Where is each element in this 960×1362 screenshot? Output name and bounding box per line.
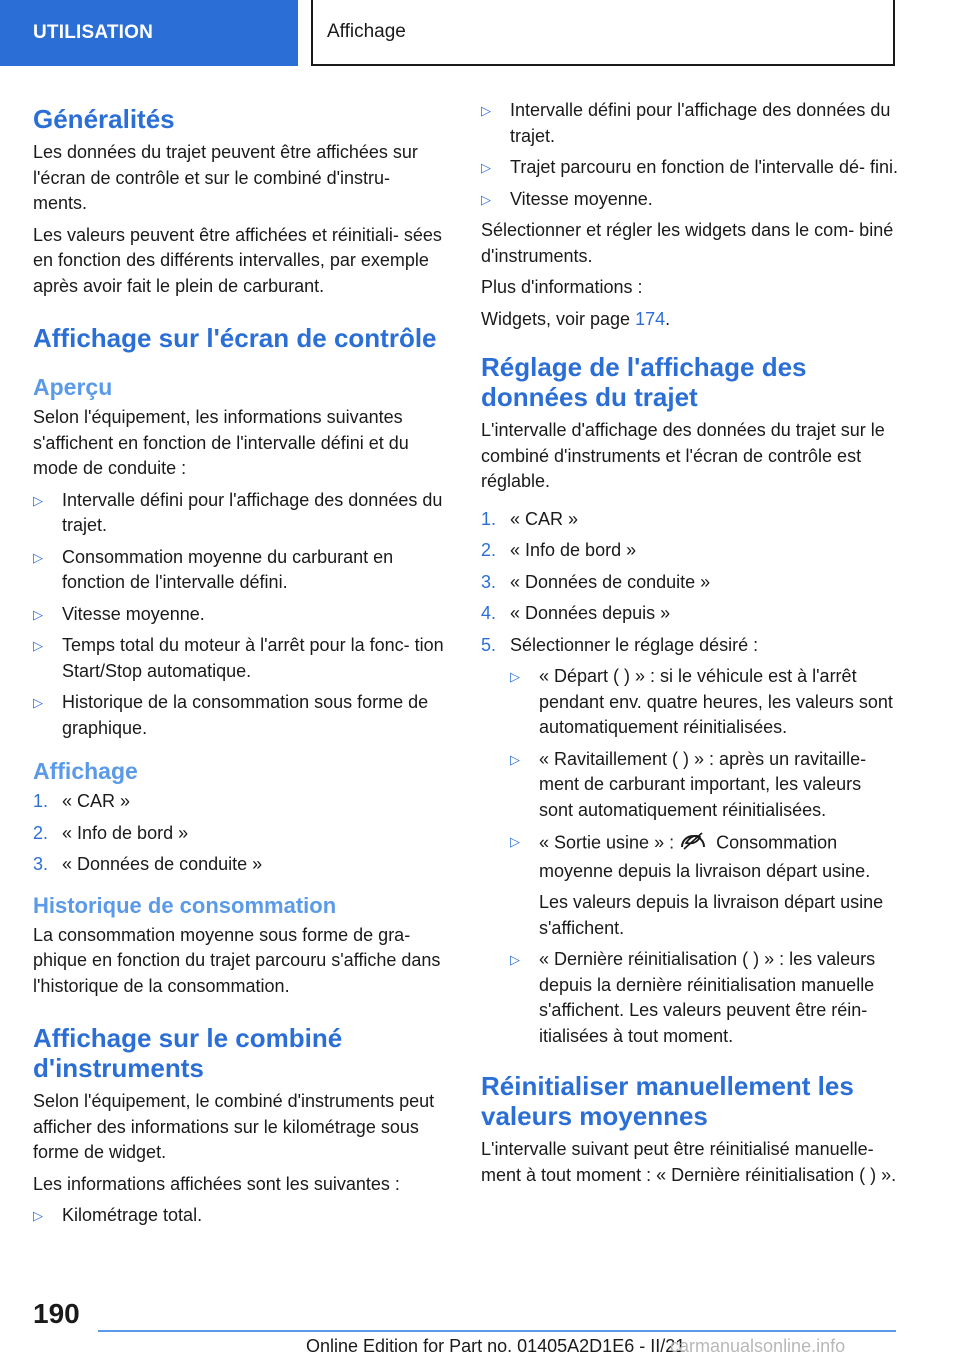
heading-ecran-controle: Affichage sur l'écran de contrôle: [33, 323, 437, 353]
paragraph: La consommation moyenne sous forme de gra- phique en fonction du trajet parcouru s'affiche dans l'historique de la consommation.: [33, 924, 441, 996]
list-item: 3. « Données de conduite »: [33, 854, 263, 874]
sub-bullet-list: [510, 664, 899, 1049]
triangle-bullet-icon: ▷: [33, 606, 43, 622]
triangle-bullet-icon: ▷: [510, 669, 520, 684]
triangle-bullet-icon: ▷: [33, 1208, 43, 1223]
paragraph: Les données du trajet peuvent être affichées sur l'écran de contrôle et sur le combiné d'instru- ments.: [33, 142, 418, 213]
triangle-bullet-icon: ▷: [510, 952, 520, 967]
paragraph: L'intervalle suivant peut être réinitialisé manuelle- ment à tout moment : « Dernière réinitialisation ( ) ».: [481, 1139, 897, 1185]
paragraph: L'intervalle d'affichage des données du trajet sur le combiné d'instruments et l'écran de contrôle est réglable.: [481, 420, 885, 491]
list-item: ▷ Trajet parcouru en fonction de l'intervalle dé- fini.: [481, 155, 899, 181]
list-item: ▷ « Départ ( ) » : si le véhicule est à l'arrêt pendant env. quatre heures, les valeurs sont automatiquement réinitialisées.: [510, 666, 893, 737]
page-number: 190: [33, 1298, 80, 1329]
list-item: 1. « CAR »: [33, 791, 131, 811]
heading-historique: Historique de consommation: [33, 892, 337, 918]
triangle-bullet-icon: ▷: [33, 695, 43, 710]
triangle-bullet-icon: ▷: [510, 834, 520, 849]
numbered-list: [33, 789, 445, 878]
paragraph: Les informations affichées sont les suivantes :: [33, 1173, 400, 1194]
list-item: ▷ Temps total du moteur à l'arrêt pour la fonc- tion Start/Stop automatique.: [33, 635, 444, 681]
triangle-bullet-icon: ▷: [481, 160, 491, 175]
footer-edition: Online Edition for Part no. 01405A2D1E6 - II/21: [306, 1336, 686, 1356]
triangle-bullet-icon: ▷: [481, 191, 491, 207]
heading-generalites: Généralités: [33, 104, 175, 134]
bullet-list: [33, 1203, 445, 1229]
list-item: 2. « Info de bord »: [481, 540, 637, 560]
chapter-label: Affichage: [327, 21, 406, 42]
numbered-list: [481, 507, 899, 1050]
list-item: ▷ Historique de la consommation sous forme de graphique.: [33, 692, 429, 738]
paragraph-widgets: Widgets, voir page 174.: [481, 308, 671, 329]
heading-reglage: Réglage de l'affichage des données du trajet: [481, 352, 807, 412]
heading-affichage: Affichage: [33, 758, 138, 784]
footer-divider: [98, 1330, 896, 1332]
list-item: ▷ Consommation moyenne du carburant en fonction de l'intervalle défini.: [33, 546, 394, 592]
chapter-header: [311, 0, 895, 66]
triangle-bullet-icon: ▷: [33, 549, 43, 565]
paragraph: Selon l'équipement, le combiné d'instruments peut afficher des informations sur le kilométrage sous forme de widget.: [33, 1091, 435, 1162]
left-column: [33, 98, 445, 1235]
eco-pro-icon: [680, 829, 706, 859]
bullet-list: [33, 488, 445, 742]
paragraph: Plus d'informations :: [481, 277, 643, 297]
heading-apercu: Aperçu: [33, 374, 113, 400]
list-item: 3. « Données de conduite »: [481, 571, 711, 592]
list-item: ▷ Intervalle défini pour l'affichage des données du trajet.: [481, 100, 891, 146]
section-tab: [0, 0, 298, 66]
paragraph: Les valeurs depuis la livraison départ usine s'affichent.: [539, 892, 884, 938]
paragraph: Les valeurs peuvent être affichées et réinitiali- sées en fonction des différents intervalles, par exemple après avoir fait le plein de carburant.: [33, 224, 442, 296]
list-item: ▷ Vitesse moyenne.: [33, 602, 445, 628]
heading-reinitialiser: Réinitialiser manuellement les valeurs moyennes: [481, 1071, 854, 1131]
bullet-list: [481, 98, 899, 212]
heading-combine: Affichage sur le combiné d'instruments: [33, 1023, 343, 1083]
page-link[interactable]: 174: [635, 308, 666, 329]
watermark: carmanualsonline.info: [670, 1336, 846, 1356]
list-item: 5. Sélectionner le réglage désiré : ▷ « Départ ( ) » : si le véhicule est à l'arrêt pendant env. quatre heures, les valeurs sont automatiquement réinitialisées. ▷ « Ravitaillement ( ) » : après un ravitaille- ment de carburant important, les valeurs sont automatiquement réinitialisées. ▷ « Sortie usine » : Consommation moyenne depuis la livraison départ usine. Les valeurs depuis la livraison départ usine s'affichent. ▷ « Dernière réinitialisation ( ) » : les valeurs depuis la dernière réinitialisation manuelle s'affichent. Les valeurs peuvent être réin- itialisées à tout moment.: [481, 633, 899, 1050]
list-item: ▷ « Ravitaillement ( ) » : après un ravitaille- ment de carburant important, les valeurs sont automatiquement réinitialisées.: [510, 748, 867, 820]
list-item: ▷ Kilométrage total.: [33, 1203, 445, 1229]
list-item: ▷ Vitesse moyenne.: [481, 187, 899, 213]
list-item: ▷ Intervalle défini pour l'affichage des données du trajet.: [33, 489, 443, 535]
triangle-bullet-icon: ▷: [33, 638, 43, 653]
list-item: 4. « Données depuis »: [481, 603, 671, 623]
section-label: UTILISATION: [33, 22, 154, 43]
paragraph: Sélectionner et régler les widgets dans le com- biné d'instruments.: [481, 220, 894, 266]
list-item: ▷ « Dernière réinitialisation ( ) » : les valeurs depuis la dernière réinitialisation manuelle s'affichent. Les valeurs peuvent être réin- itialisées à tout moment.: [510, 949, 876, 1046]
list-item: ▷ « Sortie usine » : Consommation moyenne depuis la livraison départ usine. Les valeurs depuis la livraison départ usine s'affichent.: [510, 829, 899, 941]
triangle-bullet-icon: ▷: [33, 492, 43, 508]
right-column: [481, 98, 899, 1194]
list-item: 2. « Info de bord »: [33, 822, 189, 843]
triangle-bullet-icon: ▷: [510, 751, 520, 767]
paragraph: Selon l'équipement, les informations suivantes s'affichent en fonction de l'intervalle défini et du mode de conduite :: [33, 407, 409, 478]
triangle-bullet-icon: ▷: [481, 103, 491, 118]
list-item: 1. « CAR »: [481, 508, 579, 529]
